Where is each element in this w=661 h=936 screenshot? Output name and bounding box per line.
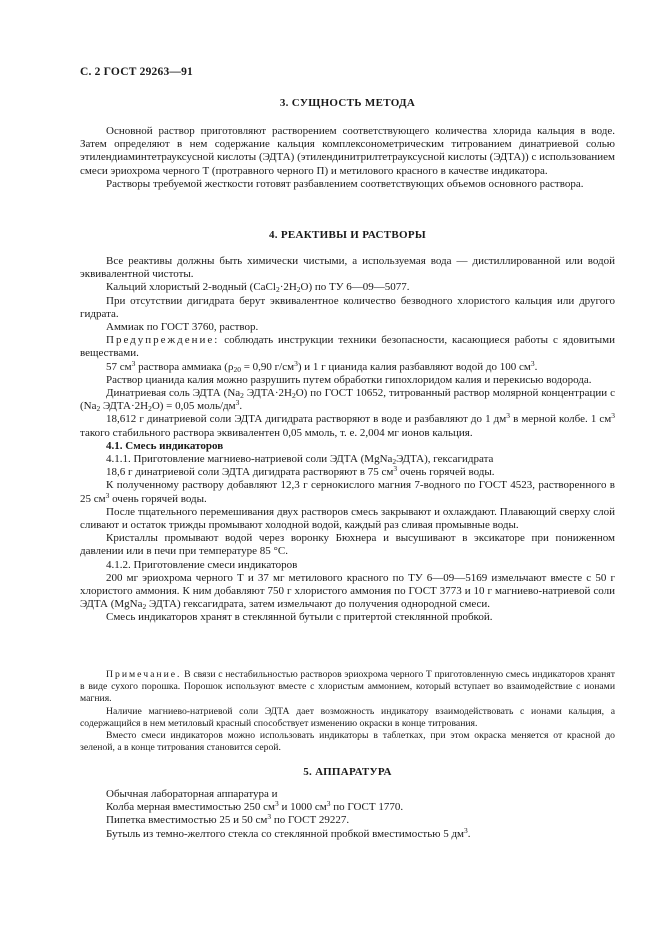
paragraph: 4.1.1. Приготовление магниево-натриевой соли ЭДТА (MgNa$_2$ЭДТА), гексагидрата bbox=[106, 453, 494, 467]
subsection-title: 4.1. Смесь индикаторов bbox=[106, 439, 224, 452]
section-3-body bbox=[80, 125, 615, 191]
paragraph: Обычная лабораторная аппаратура и bbox=[106, 788, 278, 800]
paragraph: Основной раствор приготовляют растворением соответствующего количества хлорида кальция в воде. Затем определяют в нем содержание кальция комплексонометрическим титрованием динатриевой солью этилендиаминтетрауксусной кислоты (ЭДТА) (этилендинитрилтетрауксусной кислоты (ЭДТА)) с использованием смеси эриохрома черного Т (протравного черного П) и метилового красного в качестве индикатора. bbox=[80, 125, 615, 177]
paragraph: К полученному раствору добавляют 12,3 г сернокислого магния 7-водного по ГОСТ 4523, растворенного в 25 $см^3$ очень горячей воды. bbox=[80, 479, 615, 505]
paragraph: 57 $см^3$ раствора аммиака ($\rho_{20} = 0,90$ $г/см^3$) и 1 г цианида калия разбавляют водой до 100 $см^3$. bbox=[106, 358, 538, 374]
paragraph: Кальций хлористый 2-водный $(CaCl_2\cdot 2H_2O)$ по ТУ 6—09—5077. bbox=[106, 281, 410, 295]
section-5-body bbox=[80, 788, 615, 841]
note-paragraph: Наличие магниево-натриевой соли ЭДТА дает возможность индикатору взаимодействовать с ионами кальция, а содержащийся в нем метиловый красный способствует изменению окраски в конце титрования. bbox=[80, 705, 615, 729]
paragraph: После тщательного перемешивания двух растворов смесь закрывают и охлаждают. Плавающий сверху слой сливают и остаток трижды промывают холодной водой, каждый раз сливая промывные воды. bbox=[80, 505, 615, 532]
paragraph: Пипетка вместимостью 25 и 50 $см^3$ по ГОСТ 29227. bbox=[106, 812, 350, 827]
paragraph: Растворы требуемой жесткости готовят разбавлением соответствующих объемов основного раствора. bbox=[106, 177, 584, 190]
section-4-body bbox=[80, 255, 615, 625]
paragraph: При отсутствии дигидрата берут эквивалентное количество безводного хлористого кальция или другого гидрата. bbox=[80, 294, 615, 320]
paragraph: Раствор цианида калия можно разрушить путем обработки гипохлоридом калия и перекисью водорода. bbox=[106, 373, 592, 386]
paragraph: Кристаллы промывают водой через воронку Бюхнера и высушивают в эксикаторе при пониженном давлении или в печи при температуре 85 °С. bbox=[80, 532, 615, 558]
note-paragraph: Примечание. В связи с нестабильностью растворов эриохрома черного Т приготовленную смесь индикаторов хранят в виде сухого порошка. Порошок используют вместе с хлористым аммонием, который вступает во взаимодействие с ионами магния. bbox=[80, 669, 615, 705]
warning-paragraph: Предупреждение: соблюдать инструкции техники безопасности, касающиеся работы с ядовитыми веществами. bbox=[80, 334, 615, 360]
note-paragraph: Вместо смеси индикаторов можно использовать индикаторы в таблетках, при этом окраска меняется от красной до зеленой, а в конце титрования становится серой. bbox=[80, 730, 615, 754]
section-3-title: 3. СУЩНОСТЬ МЕТОДА bbox=[279, 97, 416, 109]
paragraph: Колба мерная вместимостью 250 $см^3$ и 1000 $см^3$ по ГОСТ 1770. bbox=[106, 799, 404, 814]
paragraph: Аммиак по ГОСТ 3760, раствор. bbox=[106, 321, 259, 334]
paragraph: 4.1.2. Приготовление смеси индикаторов bbox=[106, 558, 298, 571]
running-head: С. 2 ГОСТ 29263—91 bbox=[80, 66, 193, 78]
section-4-title: 4. РЕАКТИВЫ И РАСТВОРЫ bbox=[268, 229, 427, 241]
paragraph: 18,612 г динатриевой соли ЭДТА дигидрата растворяют в воде и разбавляют до 1 $дм^3$ в мерной колбе. 1 $см^3$ такого стабильного раствора эквивалентен 0,05 ммоль, т. е. 2,004 мг ионов кальция. bbox=[80, 411, 615, 439]
notes-block bbox=[80, 669, 615, 754]
paragraph: Динатриевая соль ЭДТА ($Na_2$ $ЭДТА\cdot 2H_2O$) по ГОСТ 10652, титрованный раствор молярной концентрации c ($Na_2$ $ЭДТА\cdot 2H_2O) = 0,05$ моль/$дм^3$. bbox=[80, 387, 615, 414]
paragraph: 200 мг эриохрома черного Т и 37 мг метилового красного по ТУ 6—09—5169 измельчают вместе с 50 г хлористого аммония. К ним добавляют 750 г хлористого аммония по ГОСТ 3773 и 10 г магниево-натриевой соли ЭДТА (MgNa$_2$ ЭДТА) гексагидрата, затем измельчают до получения однородной смеси. bbox=[80, 571, 615, 612]
paragraph: 18,6 г динатриевой соли ЭДТА дигидрата растворяют в 75 $см^3$ очень горячей воды. bbox=[106, 464, 495, 479]
paragraph: Бутыль из темно-желтого стекла со стеклянной пробкой вместимостью 5 $дм^3$. bbox=[106, 825, 471, 840]
section-5-title: 5. АППАРАТУРА bbox=[303, 766, 392, 778]
paragraph: Все реактивы должны быть химически чистыми, а используемая вода — дистиллированной или водой эквивалентной чистоты. bbox=[80, 255, 615, 281]
paragraph: Смесь индикаторов хранят в стеклянной бутыли с притертой стеклянной пробкой. bbox=[106, 611, 493, 624]
